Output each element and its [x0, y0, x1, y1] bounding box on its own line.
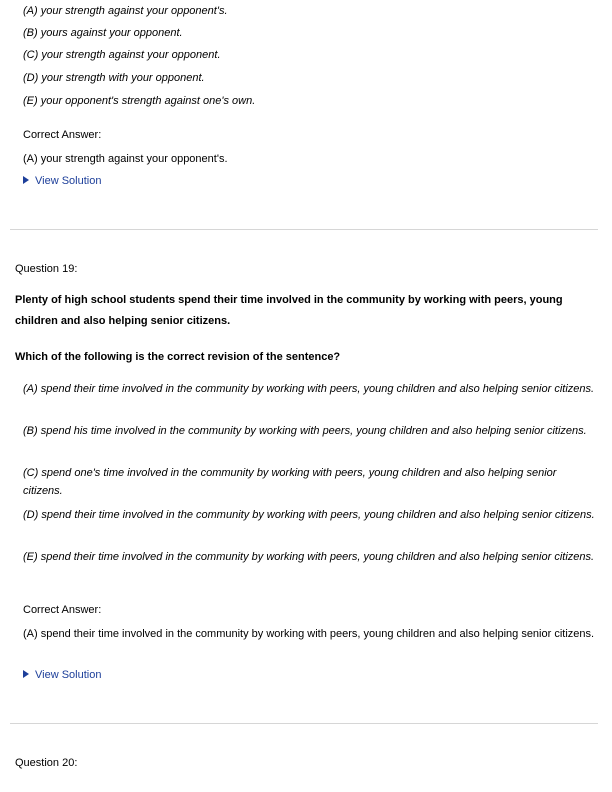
- q19-view-solution-link[interactable]: [23, 666, 101, 684]
- question-divider: [10, 723, 598, 724]
- question-divider: [10, 229, 598, 230]
- q18-view-solution-text: View Solution: [35, 175, 102, 187]
- q19-option-e: (E) spend their time involved in the community by working with peers, young children and also helping senior citizens.: [23, 551, 595, 563]
- q18-option-d: (D) your strength with your opponent.: [23, 72, 205, 84]
- q19-option-a: (A) spend their time involved in the community by working with peers, young children and also helping senior citizens.: [23, 383, 595, 395]
- q19-title: Question 19:: [15, 263, 78, 275]
- q18-view-solution-link[interactable]: [23, 172, 101, 190]
- q19-prompt: Which of the following is the correct revision of the sentence?: [15, 351, 341, 363]
- q19-view-solution-text: View Solution: [35, 669, 102, 681]
- q19-option-b: (B) spend his time involved in the community by working with peers, young children and also helping senior citizens.: [23, 425, 587, 437]
- q18-correct-answer: (A) your strength against your opponent's.: [23, 153, 228, 165]
- q20-title: Question 20:: [15, 757, 78, 769]
- q18-option-b: (B) yours against your opponent.: [23, 27, 183, 39]
- expand-triangle-icon: [23, 670, 29, 678]
- q18-option-a: (A) your strength against your opponent's.: [23, 5, 228, 17]
- q19-option-d: (D) spend their time involved in the community by working with peers, young children and also helping senior citizens.: [23, 509, 595, 521]
- q18-option-c: (C) your strength against your opponent.: [23, 49, 221, 61]
- q19-correct-answer: (A) spend their time involved in the community by working with peers, young children and also helping senior citizens.: [23, 628, 595, 640]
- q19-stem: Plenty of high school students spend their time involved in the community by working with peers, young children and also helping senior citizens.: [15, 294, 563, 327]
- q18-option-e: (E) your opponent's strength against one's own.: [23, 95, 256, 107]
- q19-correct-answer-label: Correct Answer:: [23, 604, 102, 616]
- q18-correct-answer-label: Correct Answer:: [23, 129, 102, 141]
- expand-triangle-icon: [23, 176, 29, 184]
- q19-option-c: (C) spend one's time involved in the community by working with peers, young children and also helping senior citizens.: [23, 467, 557, 497]
